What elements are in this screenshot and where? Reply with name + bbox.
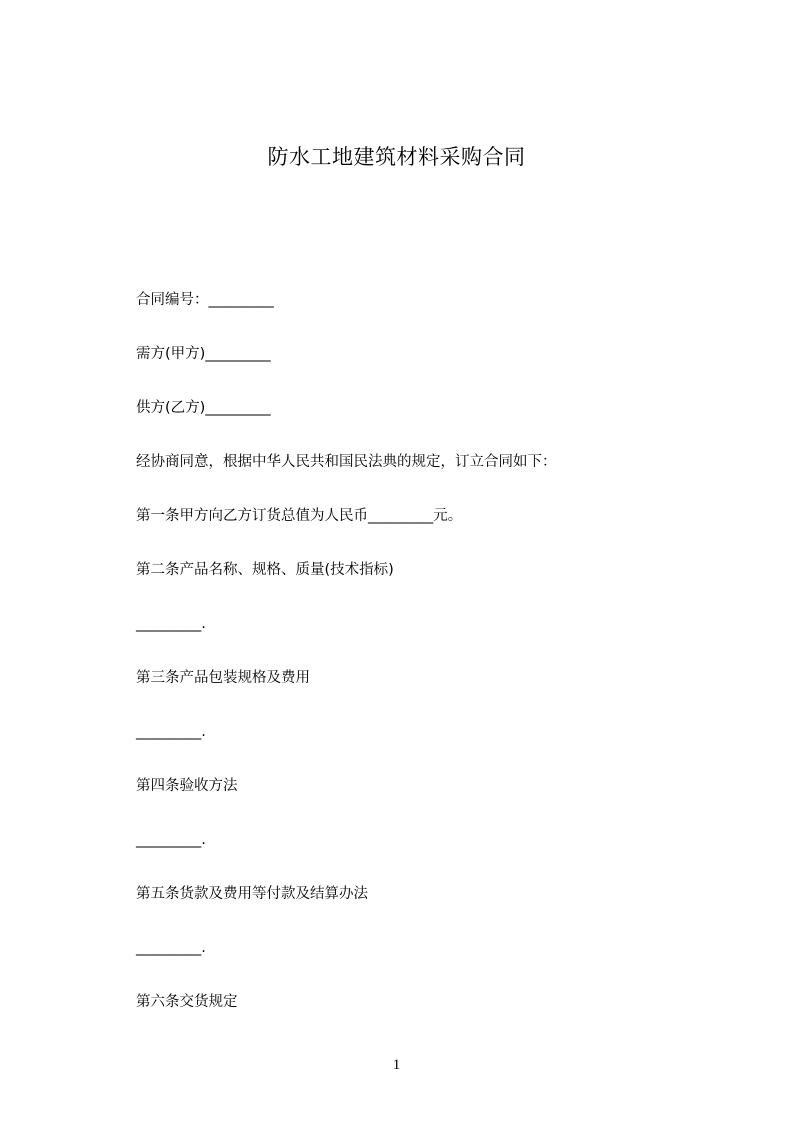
article-4-heading: 第四条验收方法 [136,778,238,794]
article-2-blank: _________. [136,616,206,632]
article-1-line: 第一条甲方向乙方订货总值为人民币_________元。 [136,508,463,524]
buyer-party-line: 需方(甲方)_________ [136,346,271,362]
page-number: 1 [392,1057,401,1073]
contract-number-line: 合同编号：_________ [136,292,274,308]
article-3-heading: 第三条产品包装规格及费用 [136,670,310,686]
supplier-party-line: 供方(乙方)_________ [136,400,271,416]
article-5-heading: 第五条货款及费用等付款及结算办法 [136,886,368,902]
article-5-blank: _________. [136,940,206,956]
article-4-blank: _________. [136,832,206,848]
preamble-line: 经协商同意，根据中华人民共和国民法典的规定，订立合同如下： [136,454,557,470]
article-2-heading: 第二条产品名称、规格、质量(技术指标) [136,562,394,578]
contract-title: 防水工地建筑材料采购合同 [267,145,526,169]
article-3-blank: _________. [136,724,206,740]
article-6-heading: 第六条交货规定 [136,994,238,1010]
